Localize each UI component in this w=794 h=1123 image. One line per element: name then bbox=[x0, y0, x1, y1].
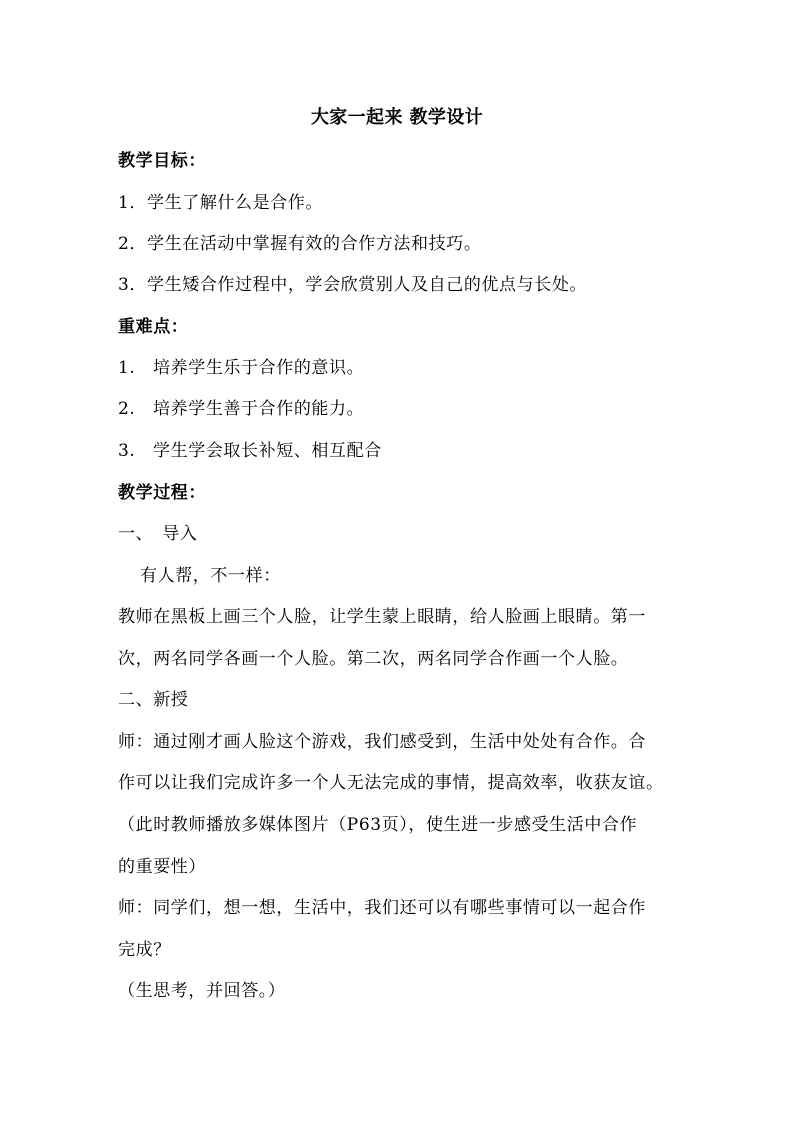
key-point-item-1: 1. 培养学生乐于合作的意识。 bbox=[118, 358, 365, 378]
section-2-paragraph-1-line-4: 的重要性） bbox=[118, 857, 206, 877]
key-point-item-2: 2. 培养学生善于合作的能力。 bbox=[118, 399, 365, 419]
key-points-heading: 重难点： bbox=[118, 317, 189, 337]
section-2-paragraph-1-line-3: （此时教师播放多媒体图片（P63页），使生进一步感受生活中合作 bbox=[118, 815, 638, 835]
section-2-note: （生思考，并回答。） bbox=[118, 981, 286, 1001]
section-2-paragraph-1-line-1: 师：通过刚才画人脸这个游戏，我们感受到，生活中处处有合作。合 bbox=[118, 732, 646, 752]
section-1-subtitle: 有人帮，不一样： bbox=[140, 566, 281, 586]
section-2-paragraph-2-line-2: 完成？ bbox=[118, 940, 171, 960]
document-title: 大家一起来 教学设计 bbox=[310, 107, 484, 128]
section-1-paragraph-line-1: 教师在黑板上画三个人脸，让学生蒙上眼睛，给人脸画上眼睛。第一 bbox=[118, 607, 646, 627]
key-point-item-3: 3. 学生学会取长补短、相互配合 bbox=[118, 441, 382, 461]
section-1-paragraph-line-2: 次，两名同学各画一个人脸。第二次，两名同学合作画一个人脸。 bbox=[118, 649, 629, 669]
section-2-title: 二、新授 bbox=[118, 690, 189, 710]
goal-item-3: 3．学生矮合作过程中，学会欣赏别人及自己的优点与长处。 bbox=[118, 275, 588, 295]
goal-item-1: 1．学生了解什么是合作。 bbox=[118, 193, 324, 213]
goal-item-2: 2．学生在活动中掌握有效的合作方法和技巧。 bbox=[118, 234, 482, 254]
section-1-title: 一、 导入 bbox=[118, 524, 198, 544]
process-heading: 教学过程： bbox=[118, 483, 206, 503]
section-2-paragraph-2-line-1: 师：同学们，想一想，生活中，我们还可以有哪些事情可以一起合作 bbox=[118, 898, 646, 918]
section-2-paragraph-1-line-2: 作可以让我们完成许多一个人无法完成的事情，提高效率，收获友谊。 bbox=[118, 773, 664, 793]
goals-heading: 教学目标： bbox=[118, 151, 206, 171]
